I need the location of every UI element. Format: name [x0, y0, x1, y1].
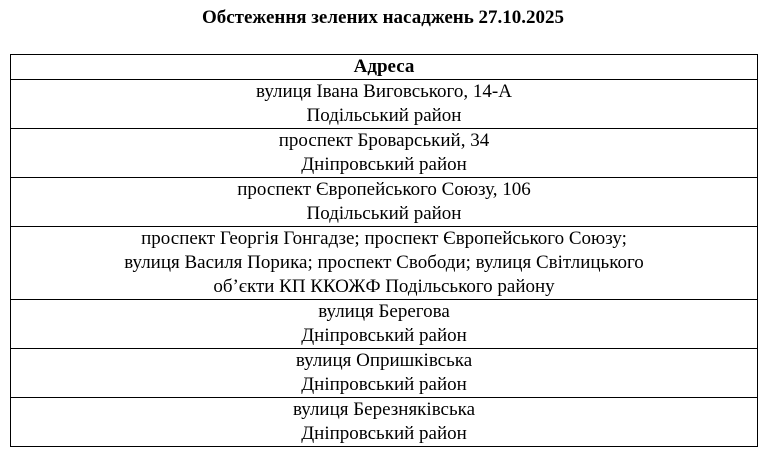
address-cell: [11, 178, 758, 227]
address-cell: [11, 129, 758, 178]
district-line: Дніпровський район: [301, 374, 467, 395]
address-cell: [11, 227, 758, 300]
column-header-address: Адреса: [11, 55, 758, 80]
district-line: об’єкти КП ККОЖФ Подільського району: [213, 276, 555, 297]
district-line: Подільський район: [306, 203, 462, 224]
street-line: вулиця Березняківська: [292, 399, 476, 420]
address-cell: [11, 398, 758, 447]
street-line: вулиця Берегова: [318, 301, 450, 322]
address-cell: [11, 349, 758, 398]
address-table: [10, 54, 758, 447]
address-cell: [11, 300, 758, 349]
table-row: [11, 227, 758, 300]
street-line: вулиця Опришківська: [295, 350, 473, 371]
page-title: Обстеження зелених насаджень 27.10.2025: [201, 7, 565, 28]
district-line: Дніпровський район: [301, 423, 467, 444]
district-line: Дніпровський район: [301, 325, 467, 346]
street-line: проспект Європейського Союзу, 106: [237, 179, 531, 200]
table-header-row: [11, 55, 758, 80]
street-line: проспект Броварський, 34: [278, 130, 490, 151]
table-row: [11, 300, 758, 349]
table-row: [11, 178, 758, 227]
street-line: вулиця Івана Виговського, 14-А: [256, 81, 512, 102]
table-row: [11, 349, 758, 398]
street-line: вулиця Василя Порика; проспект Свободи; вулиця Світлицького: [124, 252, 644, 273]
table-row: [11, 129, 758, 178]
district-line: Подільський район: [306, 105, 462, 126]
table-row: [11, 398, 758, 447]
street-line: проспект Георгія Гонгадзе; проспект Європейського Союзу;: [141, 228, 627, 249]
district-line: Дніпровський район: [301, 154, 467, 175]
table-row: [11, 80, 758, 129]
address-cell: [11, 80, 758, 129]
